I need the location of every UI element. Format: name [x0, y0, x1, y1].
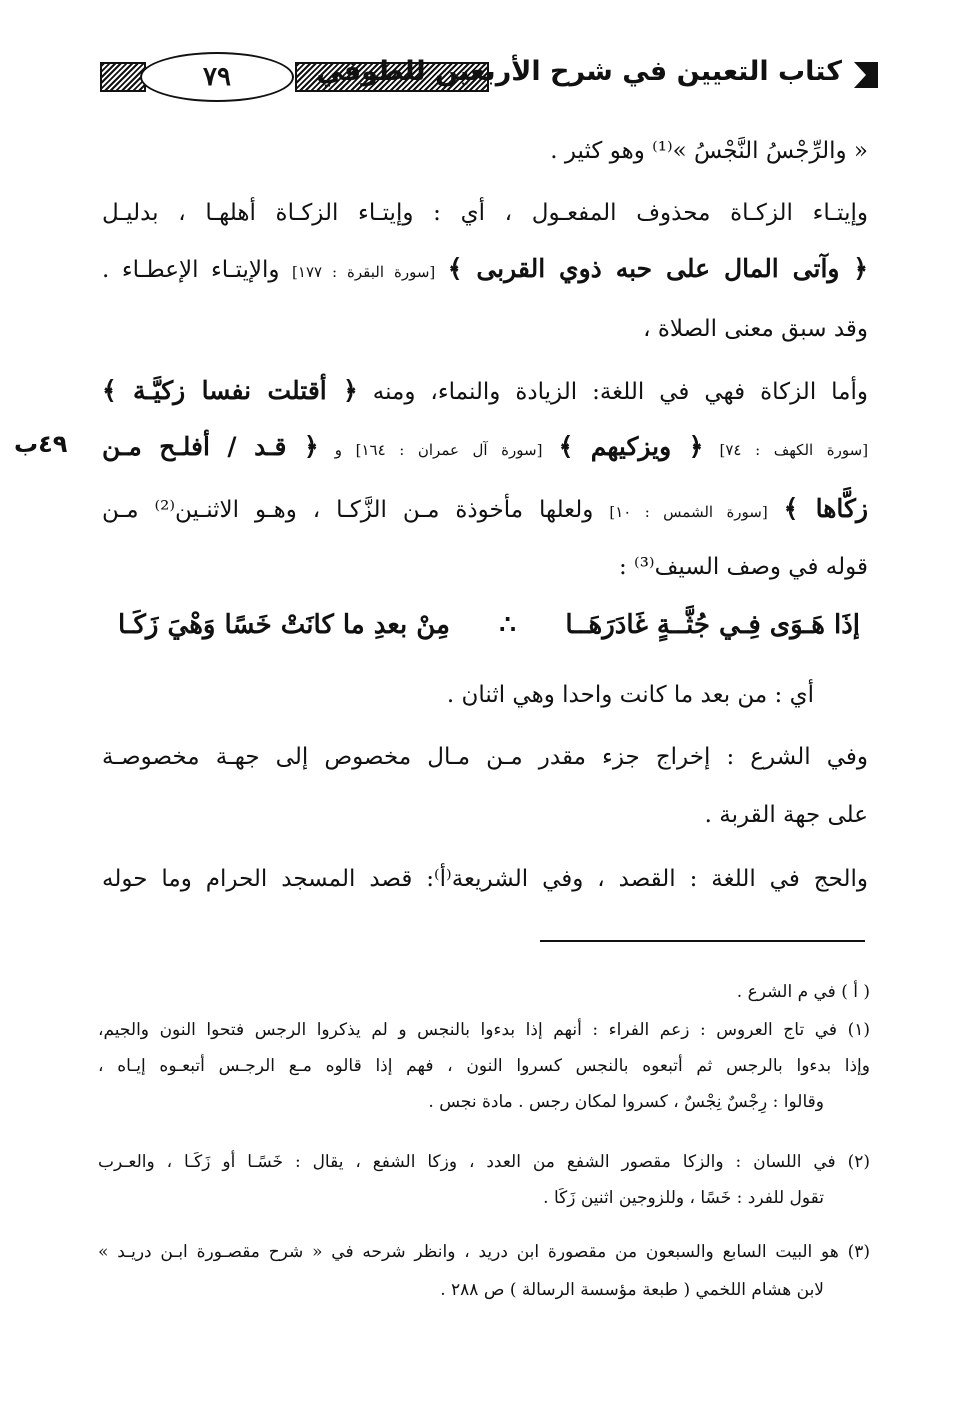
- text-line-2: وإيتـاء الزكـاة محذوف المفعـول ، أي : وإيتـاء الزكـاة أهلهـا ، بدليـل: [102, 200, 868, 226]
- footnote-3-line-1: (٣) هو البيت السابع والسبعون من مقصورة ابن دريد ، وانظر شرحه في « شرح مقصـورة ابـن دريـد »: [98, 1242, 870, 1262]
- footnote-1-line-2: وإذا بدءوا بالرجس ثم أتبعوه بالنجس كسروا النون ، فهم إذا قالوه مـع الرجـس أتبعـوه إيـاه ،: [98, 1056, 870, 1076]
- footnote-3-line-2: لابن هشام اللخمي ( طبعة مؤسسة الرسالة ) ص ٢٨٨ .: [440, 1280, 824, 1300]
- footnote-1-line-3: وقالوا : رِجْسٌ نِجْسٌ ، كسروا لمكان رجس . مادة نجس .: [428, 1092, 824, 1112]
- quran-quote: ﴿ أقتلت نفسا زكيَّـة ﴾: [102, 376, 358, 405]
- text-line-5: وأما الزكاة فهي في اللغة: الزيادة والنماء، ومنه ﴿ أقتلت نفسا زكيَّـة ﴾: [102, 376, 868, 405]
- text-line-10: وفي الشرع : إخراج جزء مقدر مـن مـال مخصوص إلى جهـة مخصوصـة: [102, 744, 868, 770]
- header-bullet-icon: [852, 60, 880, 90]
- book-title: كتاب التعيين في شرح الأربعين للطوفي: [316, 56, 842, 87]
- footnote-a: ( أ ) في م الشرع .: [736, 982, 870, 1002]
- quran-quote: ﴿ قـد / أفلـح مـن: [102, 432, 319, 461]
- margin-folio-note: ٤٩ب: [14, 430, 68, 458]
- quran-quote: ﴿ وآتى المال على حبه ذوي القربى ﴾: [447, 254, 869, 283]
- running-header: [100, 48, 880, 104]
- text-line-9: أي : من بعد ما كانت واحدا وهي اثنان .: [446, 682, 814, 708]
- text-line-11: على جهة القربة .: [704, 802, 868, 828]
- text-line-3: ﴿ وآتى المال على حبه ذوي القربى ﴾ [سورة البقرة : ١٧٧] والإيتـاء الإعطـاء .: [102, 254, 869, 283]
- text-line-12: والحج في اللغة : القصد ، وفي الشريعة⁽أ⁾: قصد المسجد الحرام وما حوله: [102, 866, 868, 892]
- page-number: ٧٩: [140, 52, 294, 102]
- verse-first-hemistich: إذَا هَـوَى فِـي جُثَّــةٍ غَادَرَهَــا: [565, 610, 860, 640]
- surah-reference: [سورة الكهف : ٧٤]: [719, 441, 869, 459]
- verse-second-hemistich: مِنْ بعدِ ما كانَتْ خَسًا وَهْيَ زَكَـا: [118, 610, 450, 640]
- poetry-verse: [118, 610, 860, 640]
- surah-reference: [سورة البقرة : ١٧٧]: [292, 263, 436, 281]
- text-line-6: [102, 432, 868, 461]
- text-line-4: وقد سبق معنى الصلاة ،: [643, 316, 868, 342]
- text-line-7: زكَّاها ﴾ [سورة الشمس : ١٠] ولعلها مأخوذة مـن الزَّكـا ، وهـو الاثنـين⁽²⁾ مـن: [102, 494, 869, 523]
- surah-reference: [سورة الشمس : ١٠]: [609, 503, 768, 521]
- quran-quote: زكَّاها ﴾: [783, 494, 869, 523]
- footnote-1-line-1: (١) في تاج العروس : زعم الفراء : أنهم إذا بدءوا بالنجس و لم يذكروا الرجس فتحوا النون والجيم،: [98, 1020, 870, 1040]
- text-line-1: « والرِّجْسُ النَّجْسُ »⁽¹⁾ وهو كثير .: [550, 138, 868, 164]
- footnote-2-line-2: تقول للفرد : خَسًا ، وللزوجين اثنين زَكَا .: [543, 1188, 824, 1208]
- text-line-8: قوله في وصف السيف⁽³⁾ :: [618, 554, 868, 580]
- quran-quote: ﴿ ويزكيهم ﴾: [558, 432, 704, 461]
- surah-reference: [سورة آل عمران : ١٦٤] و: [334, 441, 543, 459]
- footnote-2-line-1: (٢) في اللسان : والزكا مقصور الشفع من العدد ، وزكا الشفع ، يقال : خَسًـا أو زَكَـا ، والعـرب: [98, 1152, 870, 1172]
- footnote-divider: [540, 940, 865, 942]
- verse-separator: ∴: [499, 610, 516, 640]
